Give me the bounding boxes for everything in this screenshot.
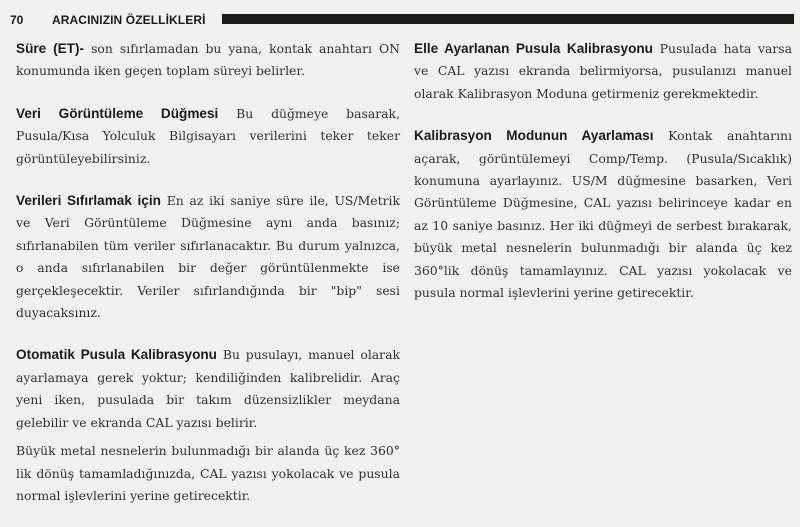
term-veri-goruntuleme: Veri Görüntüleme Düğmesi — [16, 105, 219, 121]
text-otomatik-pusula: Bu pusulayı, manuel olarak ayarlamaya gerek yoktur; kendiliğinden kalibrelidir. Araç yeni iken, pusulada bir takım düzensizlikler meydana gelebilir ve ekranda CAL yazısı belirir. — [16, 347, 400, 430]
header-rule — [222, 14, 794, 24]
right-column — [414, 38, 792, 324]
paragraph-kalibrasyon-modu — [414, 125, 792, 304]
paragraph-veri-goruntuleme — [16, 103, 400, 170]
text-verileri-sifirlamak: En az iki saniye süre ile, US/Metrik ve Veri Görüntüleme Düğmesine aynı anda basınız; sıfırlanabilen tüm veriler sıfırlanacaktır. Bu durum yalnızca, o anda sıfırlanabilen bir değer görüntülenmekte ise gerçekleşecektir. Veriler sıfırlandığında bir "bip" sesi duyacaksınız. — [16, 193, 400, 321]
section-title: ARACINIZIN ÖZELLİKLERİ — [52, 13, 206, 27]
term-elle-ayarlanan: Elle Ayarlanan Pusula Kalibrasyonu — [414, 41, 653, 56]
paragraph-otomatik-pusula — [16, 344, 400, 434]
term-sure: Süre (ET)- — [16, 41, 85, 56]
term-kalibrasyon-modu: Kalibrasyon Modunun Ayarlaması — [414, 128, 654, 144]
text-veri-goruntuleme: Bu düğmeye basarak, Pusula/Kısa Yolculuk Bilgisayarı verilerini teker teker görüntüleyebilirsiniz. — [16, 105, 401, 166]
page-number: 70 — [10, 13, 24, 27]
text-elle-ayarlanan: Pusulada hata varsa ve CAL yazısı ekranda belirmiyorsa, pusulanızı manuel olarak Kalibrasyon Moduna getirmeniz gerekmektedir. — [414, 41, 793, 101]
paragraph-sure — [16, 38, 400, 83]
page-header — [10, 8, 794, 30]
text-kalibrasyon-modu: Kontak anahtarını açarak, görüntülemeyi Comp/Temp. (Pusula/Sıcaklık) konumuna ayarlayınız. US/M düğmesine basarken, Veri Görüntüleme Düğmesine, CAL yazısı belirinceye kadar en az 10 saniye basınız. Her iki düğmeyi de serbest bırakarak, büyük metal nesnelerin bulunmadığı bir alanda üç kez 360°lik dönüş tamamlayınız. CAL yazısı yokolacak ve pusula normal işlevlerini yerine getirecektir. — [414, 128, 792, 301]
paragraph-verileri-sifirlamak — [16, 190, 400, 324]
term-verileri-sifirlamak: Verileri Sıfırlamak için — [16, 193, 161, 209]
text-sure: son sıfırlamadan bu yana, kontak anahtarı ON konumunda iken geçen toplam süreyi belirler. — [16, 41, 400, 79]
text-buyuk-metal: Büyük metal nesnelerin bulunmadığı bir alanda üç kez 360° lik dönüş tamamladığınızda, CAL yazısı yokolacak ve pusula normal işlevlerini yerine getirecektir. — [16, 443, 400, 503]
left-column — [16, 38, 400, 527]
paragraph-elle-ayarlanan — [414, 38, 792, 105]
term-otomatik-pusula: Otomatik Pusula Kalibrasyonu — [16, 347, 217, 363]
